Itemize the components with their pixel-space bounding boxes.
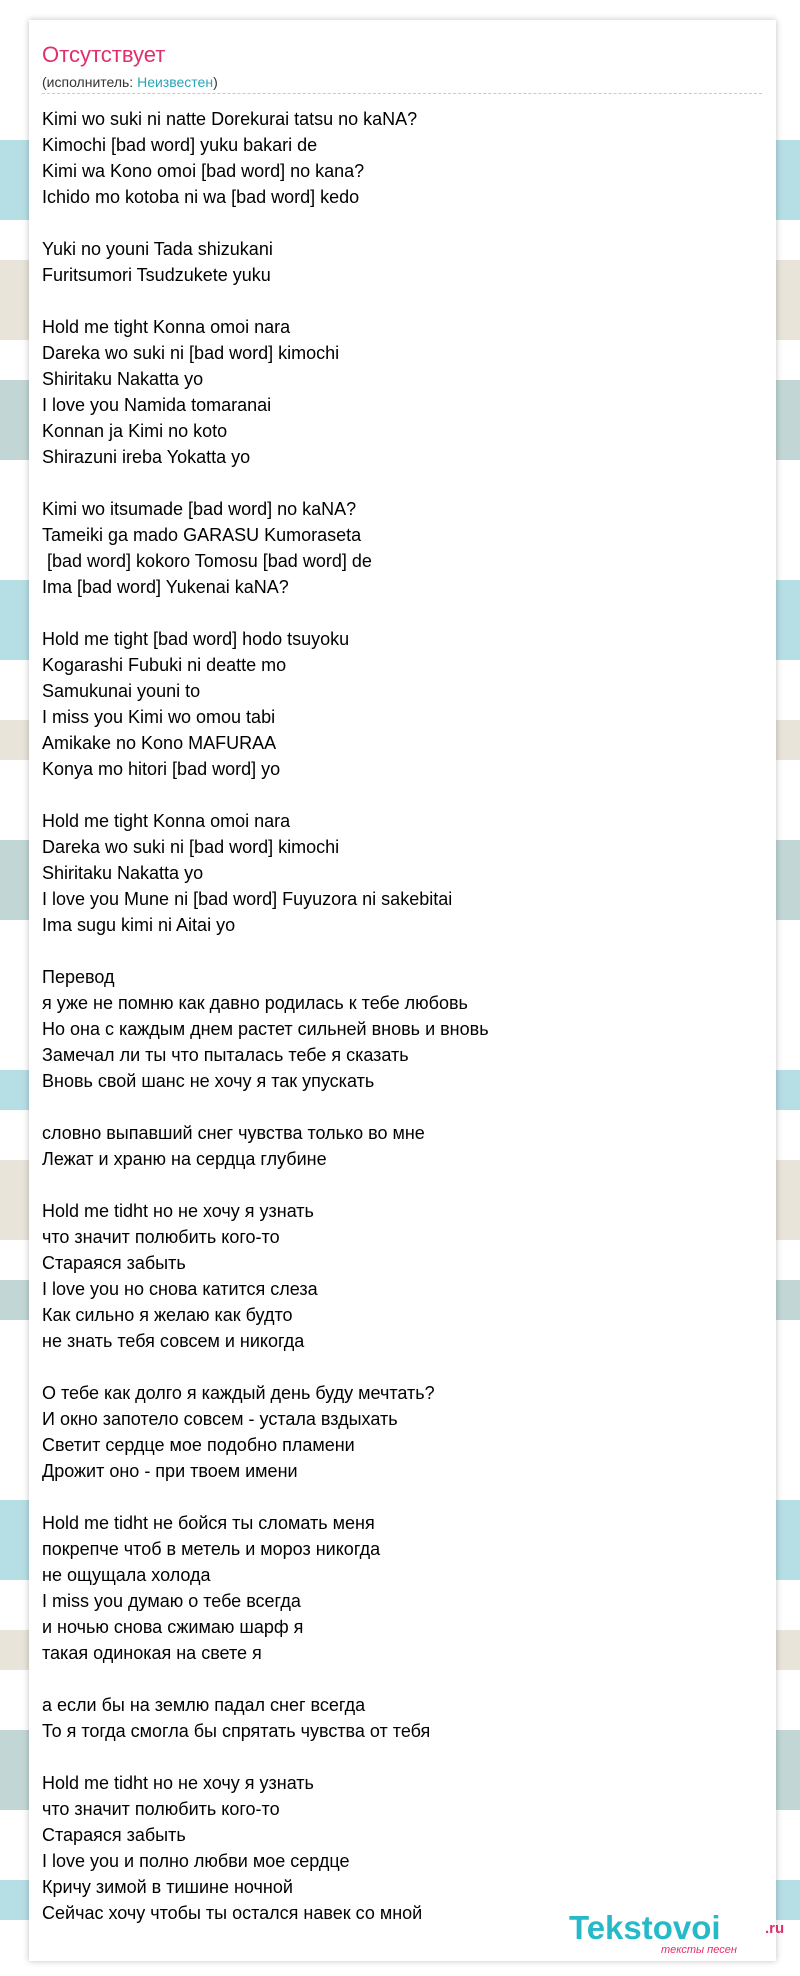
lyrics-line: I love you Mune ni [bad word] Fuyuzora ni sakebitai: [42, 889, 453, 909]
lyrics-line: Стараяся забыть: [42, 1253, 186, 1273]
lyrics-line: Shirazuni ireba Yokatta yo: [42, 447, 251, 467]
lyrics-line: Dareka wo suki ni [bad word] kimochi: [42, 343, 340, 363]
lyrics-line: I miss you Kimi wo omou tabi: [42, 707, 276, 727]
lyrics-line: Shiritaku Nakatta yo: [42, 863, 204, 883]
lyrics-line: покрепче чтоб в метель и мороз никогда: [42, 1539, 381, 1559]
lyrics-blank-line: [42, 1094, 762, 1120]
lyrics-line: Yuki no youni Tada shizukani: [42, 239, 273, 259]
performer-link[interactable]: Неизвестен: [137, 74, 214, 90]
lyrics-line: Стараяся забыть: [42, 1825, 186, 1845]
lyrics-blank-line: [42, 470, 762, 496]
lyrics-card: [29, 20, 785, 1961]
lyrics-blank-line: [42, 1172, 762, 1198]
lyrics-line: что значит полюбить кого-то: [42, 1799, 280, 1819]
lyrics-blank-line: [42, 1666, 762, 1692]
lyrics-line: что значит полюбить кого-то: [42, 1227, 280, 1247]
lyrics-line: То я тогда смогла бы спрятать чувства от тебя: [42, 1721, 431, 1741]
lyrics-line: не ощущала холода: [42, 1565, 211, 1585]
lyrics-line: Ima sugu kimi ni Aitai yo: [42, 915, 236, 935]
lyrics-line: [bad word] kokoro Tomosu [bad word] de: [42, 551, 372, 571]
lyrics-line: И окно запотело совсем - устала вздыхать: [42, 1409, 398, 1429]
lyrics-line: Furitsumori Tsudzukete yuku: [42, 265, 271, 285]
lyrics-line: Konnan ja Kimi no koto: [42, 421, 228, 441]
lyrics-blank-line: [42, 1354, 762, 1380]
lyrics-line: Кричу зимой в тишине ночной: [42, 1877, 293, 1897]
lyrics-line: Hold me tidht не бойся ты сломать меня: [42, 1513, 375, 1533]
lyrics-line: Shiritaku Nakatta yo: [42, 369, 204, 389]
lyrics-line: Kimi wa Kono omoi [bad word] no kana?: [42, 161, 365, 181]
lyrics-blank-line: [42, 210, 762, 236]
logo-name: Tekstovoi: [569, 1909, 721, 1946]
lyrics-text: [42, 106, 762, 1926]
performer-prefix: (исполнитель:: [42, 74, 138, 90]
performer-suffix: ): [213, 74, 218, 90]
lyrics-blank-line: [42, 938, 762, 964]
lyrics-line: я уже не помню как давно родилась к тебе любовь: [42, 993, 468, 1013]
lyrics-line: Вновь свой шанс не хочу я так упускать: [42, 1071, 375, 1091]
lyrics-line: Ima [bad word] Yukenai kaNA?: [42, 577, 289, 597]
lyrics-line: Сейчас хочу чтобы ты остался навек со мной: [42, 1903, 423, 1923]
lyrics-line: Дрожит оно - при твоем имени: [42, 1461, 298, 1481]
lyrics-line: Но она с каждым днем растет сильней вновь и вновь: [42, 1019, 489, 1039]
lyrics-line: Konya mo hitori [bad word] yo: [42, 759, 281, 779]
lyrics-line: такая одинокая на свете я: [42, 1643, 262, 1663]
lyrics-blank-line: [42, 1484, 762, 1510]
lyrics-line: Kimochi [bad word] yuku bakari de: [42, 135, 318, 155]
lyrics-blank-line: [42, 288, 762, 314]
lyrics-line: Hold me tidht но не хочу я узнать: [42, 1773, 314, 1793]
lyrics-line: Samukunai youni to: [42, 681, 201, 701]
lyrics-line: Tameiki ga mado GARASU Kumoraseta: [42, 525, 362, 545]
lyrics-line: Hold me tight [bad word] hodo tsuyoku: [42, 629, 350, 649]
lyrics-blank-line: [42, 782, 762, 808]
lyrics-line: Kimi wo suki ni natte Dorekurai tatsu no kaNA?: [42, 109, 418, 129]
lyrics-line: Перевод: [42, 967, 115, 987]
lyrics-line: Amikake no Kono MAFURAA: [42, 733, 277, 753]
lyrics-line: словно выпавший снег чувства только во мне: [42, 1123, 425, 1143]
site-logo[interactable]: [569, 1909, 785, 1956]
lyrics-line: и ночью снова сжимаю шарф я: [42, 1617, 304, 1637]
lyrics-line: Kimi wo itsumade [bad word] no kaNA?: [42, 499, 357, 519]
lyrics-line: не знать тебя совсем и никогда: [42, 1331, 305, 1351]
logo-tagline: тексты песен: [661, 1944, 737, 1956]
lyrics-line: Kogarashi Fubuki ni deatte mo: [42, 655, 287, 675]
lyrics-line: Замечал ли ты что пыталась тебе я сказать: [42, 1045, 409, 1065]
lyrics-line: Hold me tight Konna omoi nara: [42, 317, 291, 337]
lyrics-line: Лежат и храню на сердца глубине: [42, 1149, 327, 1169]
lyrics-line: а если бы на землю падал снег всегда: [42, 1695, 366, 1715]
lyrics-line: I love you и полно любви мое сердце: [42, 1851, 350, 1871]
lyrics-line: Ichido mo kotoba ni wa [bad word] kedo: [42, 187, 360, 207]
lyrics-blank-line: [42, 600, 762, 626]
lyrics-line: О тебе как долго я каждый день буду мечтать?: [42, 1383, 435, 1403]
lyrics-line: Hold me tidht но не хочу я узнать: [42, 1201, 314, 1221]
lyrics-line: I love you но снова катится слеза: [42, 1279, 318, 1299]
logo-tld: .ru: [765, 1920, 785, 1937]
performer-line: [42, 73, 218, 91]
title-divider: [42, 93, 762, 94]
lyrics-line: Dareka wo suki ni [bad word] kimochi: [42, 837, 340, 857]
lyrics-line: I love you Namida tomaranai: [42, 395, 272, 415]
lyrics-line: I miss you думаю о тебе всегда: [42, 1591, 301, 1611]
lyrics-line: Светит сердце мое подобно пламени: [42, 1435, 355, 1455]
song-title: Отсутствует: [42, 42, 166, 67]
lyrics-blank-line: [42, 1744, 762, 1770]
lyrics-line: Как сильно я желаю как будто: [42, 1305, 293, 1325]
lyrics-line: Hold me tight Konna omoi nara: [42, 811, 291, 831]
